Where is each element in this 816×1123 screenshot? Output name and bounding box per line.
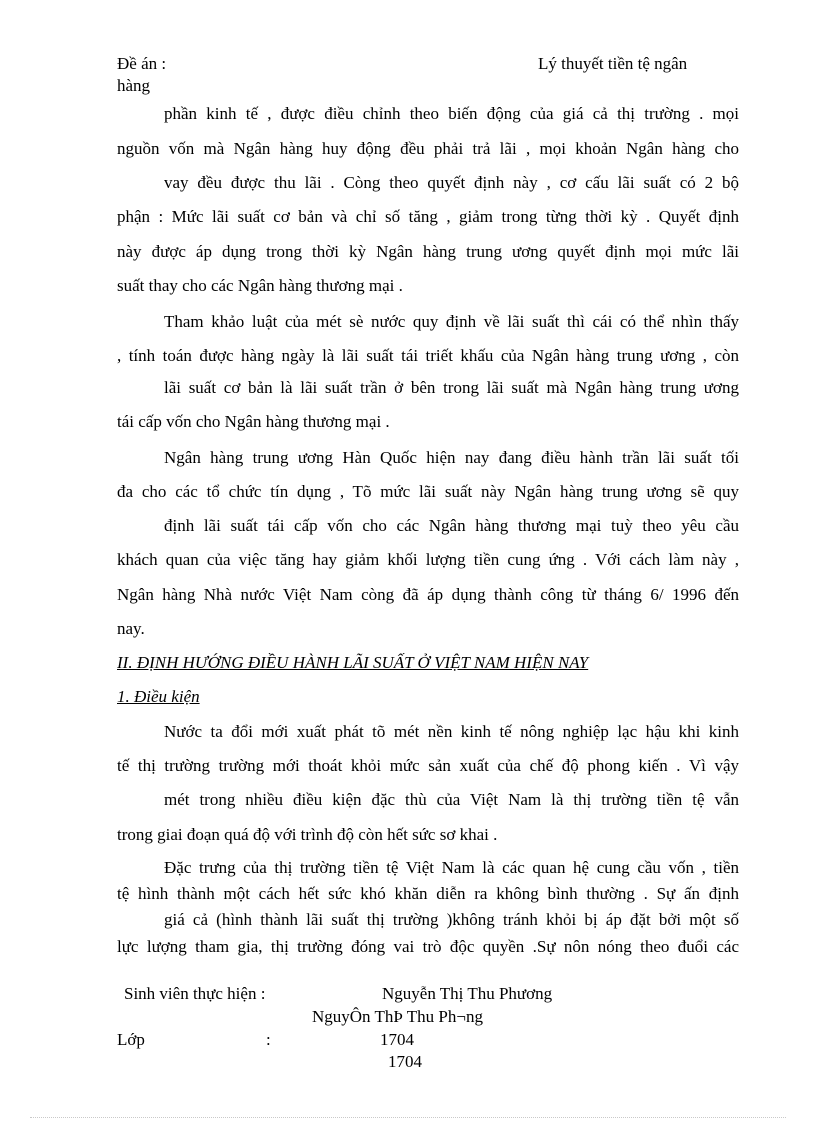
header-left: Đề án : [117,54,167,73]
body-line: phần kinh tế , được điều chỉnh theo biến động của giá cả thị trường . mọi [164,104,739,123]
subheading: 1. Điều kiện [117,687,200,706]
body-line: này được áp dụng trong thời kỳ Ngân hàng trung ương quyết định mọi mức lãi [117,242,739,261]
body-line: định lãi suất tái cấp vốn cho các Ngân hàng thương mại tuỳ theo yêu cầu [164,516,739,535]
student-label: Sinh viên thực hiện : [124,984,266,1003]
section-line: mét trong nhiều điều kiện đặc thù của Việt Nam là thị trường tiền tệ vẫn [164,790,739,809]
student-name-garbled: NguyÔn ThÞ Thu Ph¬ng [312,1007,483,1026]
section-line: Đặc trưng của thị trường tiền tệ Việt Nam là các quan hệ cung cầu vốn , tiền [164,858,739,877]
section-line: lực lượng tham gia, thị trường đóng vai trò độc quyền .Sự nôn nóng theo đuổi các [117,937,739,956]
body-line: đa cho các tổ chức tín dụng , Tõ mức lãi suất này Ngân hàng trung ương sẽ quy [117,482,739,501]
body-line: tái cấp vốn cho Ngân hàng thương mại . [117,412,390,431]
body-line: Ngân hàng trung ương Hàn Quốc hiện nay đang điều hành trần lãi suất tối [164,448,739,467]
body-line: vay đều được thu lãi . Còng theo quyết định này , cơ cấu lãi suất có 2 bộ [164,173,739,192]
student-name: Nguyễn Thị Thu Phương [382,984,553,1003]
section-line: Nước ta đổi mới xuất phát tõ mét nền kinh tế nông nghiệp lạc hậu khi kinh [164,722,739,741]
body-line: Tham khảo luật của mét sè nước quy định về lãi suất thì cái có thể nhìn thấy [164,312,739,331]
page-bottom-rule [30,1117,786,1118]
body-line: suất thay cho các Ngân hàng thương mại . [117,276,403,295]
class-value: 1704 [380,1030,414,1049]
section-line: tệ hình thành một cách hết sức khó khăn diễn ra không bình thường . Sự ấn định [117,884,739,903]
section-line: trong giai đoạn quá độ với trình độ còn hết sức sơ khai . [117,825,498,844]
section-heading: II. ĐỊNH HƯỚNG ĐIỀU HÀNH LÃI SUẤT Ở VIỆT NAM HIỆN NAY [117,653,589,672]
body-line: lãi suất cơ bản là lãi suất trần ở bên trong lãi suất mà Ngân hàng trung ương [164,378,739,397]
body-line: Ngân hàng Nhà nước Việt Nam còng đã áp dụng thành công từ tháng 6/ 1996 đến [117,585,739,604]
header-wrap: hàng [117,76,151,95]
header-right: Lý thuyết tiền tệ ngân [538,54,688,73]
body-line: phận : Mức lãi suất cơ bản và chỉ số tăng , giảm trong từng thời kỳ . Quyết định [117,207,739,226]
section-line: giá cả (hình thành lãi suất thị trường )không tránh khỏi bị áp đặt bởi một số [164,910,739,929]
body-line: nguồn vốn mà Ngân hàng huy động đều phải trả lãi , mọi khoản Ngân hàng cho [117,139,739,158]
section-line: tế thị trường trường mới thoát khỏi mức sản xuất của chế độ phong kiến . Vì vậy [117,756,739,775]
class-value-repeat: 1704 [388,1052,422,1071]
body-line: khách quan của việc tăng hay giảm khối lượng tiền cung ứng . Với cách làm này , [117,550,739,569]
class-label: Lớp [117,1030,145,1049]
class-colon: : [266,1030,271,1049]
body-line: , tính toán được hàng ngày là lãi suất tái triết khấu của Ngân hàng trung ương , còn [117,346,739,365]
body-line: nay. [117,619,145,638]
